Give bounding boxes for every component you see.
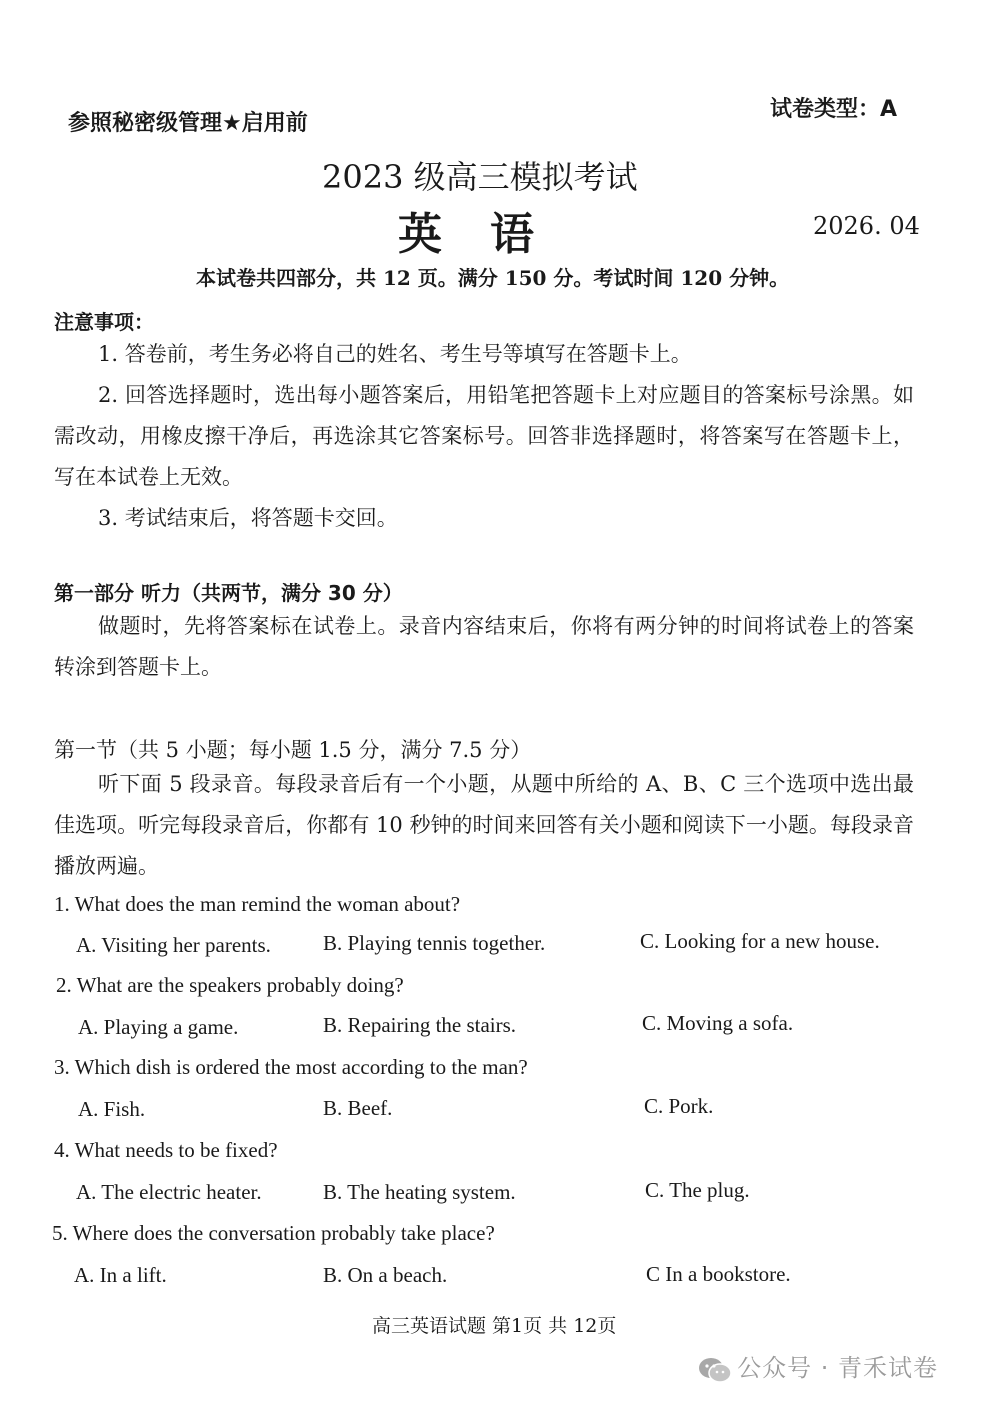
q1-option-a: A. Visiting her parents. <box>76 933 271 957</box>
notes-heading: 注意事项： <box>54 310 154 334</box>
q1-option-c: C. Looking for a new house. <box>640 929 880 953</box>
watermark-text: 公众号 · 青禾试卷 <box>737 1354 938 1382</box>
q2-option-a: A. Playing a game. <box>78 1015 239 1039</box>
q3-option-c: C. Pork. <box>644 1094 714 1118</box>
q3-option-a: A. Fish. <box>78 1097 146 1121</box>
question-3: 3. Which dish is ordered the most according to the man? <box>54 1055 528 1079</box>
q2-option-b: B. Repairing the stairs. <box>323 1013 517 1037</box>
note-item-1: 1. 答卷前，考生务必将自己的姓名、考生号等填写在答题卡上。 <box>98 342 692 366</box>
wechat-icon <box>698 1356 732 1388</box>
q5-option-c: C In a bookstore. <box>646 1262 791 1286</box>
exam-info: 本试卷共四部分，共 12 页。满分 150 分。考试时间 120 分钟。 <box>196 266 790 290</box>
note-item-2: 2. 回答选择题时，选出每小题答案后，用铅笔把答题卡上对应题目的答案标号涂黑。如需改动，用橡皮擦干净后，再选涂其它答案标号。回答非选择题时，将答案写在答题卡上，写在本试卷上无效。 <box>54 383 914 489</box>
exam-date: 2026. 04 <box>813 212 920 240</box>
section1-instruction: 听下面 5 段录音。每段录音后有一个小题，从题中所给的 A、B、C 三个选项中选出最佳选项。听完每段录音后，你都有 10 秒钟的时间来回答有关小题和阅读下一小题。每段录音播放两遍。 <box>54 772 914 878</box>
part1-heading: 第一部分 听力（共两节，满分 30 分） <box>54 581 403 605</box>
q4-option-a: A. The electric heater. <box>76 1180 262 1204</box>
q5-option-b: B. On a beach. <box>323 1263 448 1287</box>
section1-heading: 第一节（共 5 小题；每小题 1.5 分，满分 7.5 分） <box>54 738 532 762</box>
question-1: 1. What does the man remind the woman about? <box>54 892 461 916</box>
question-2: 2. What are the speakers probably doing? <box>56 973 404 997</box>
question-4: 4. What needs to be fixed? <box>54 1138 278 1162</box>
paper-type-label: 试卷类型：A <box>770 97 898 122</box>
question-5: 5. Where does the conversation probably take place? <box>52 1221 495 1245</box>
q1-option-b: B. Playing tennis together. <box>323 931 546 955</box>
q5-option-a: A. In a lift. <box>74 1263 167 1287</box>
page-footer: 高三英语试题 第1页 共 12页 <box>372 1315 617 1337</box>
watermark <box>698 1348 938 1388</box>
q3-option-b: B. Beef. <box>323 1096 393 1120</box>
note-item-3: 3. 考试结束后，将答题卡交回。 <box>98 506 398 530</box>
exam-title: 2023 级高三模拟考试 <box>322 158 638 196</box>
q2-option-c: C. Moving a sofa. <box>642 1011 794 1035</box>
secrecy-label: 参照秘密级管理★启用前 <box>68 111 308 136</box>
part1-instruction: 做题时，先将答案标在试卷上。录音内容结束后，你将有两分钟的时间将试卷上的答案转涂到答题卡上。 <box>54 614 914 679</box>
subject-title: 英 语 <box>398 209 536 260</box>
q4-option-c: C. The plug. <box>645 1178 750 1202</box>
q4-option-b: B. The heating system. <box>323 1180 516 1204</box>
